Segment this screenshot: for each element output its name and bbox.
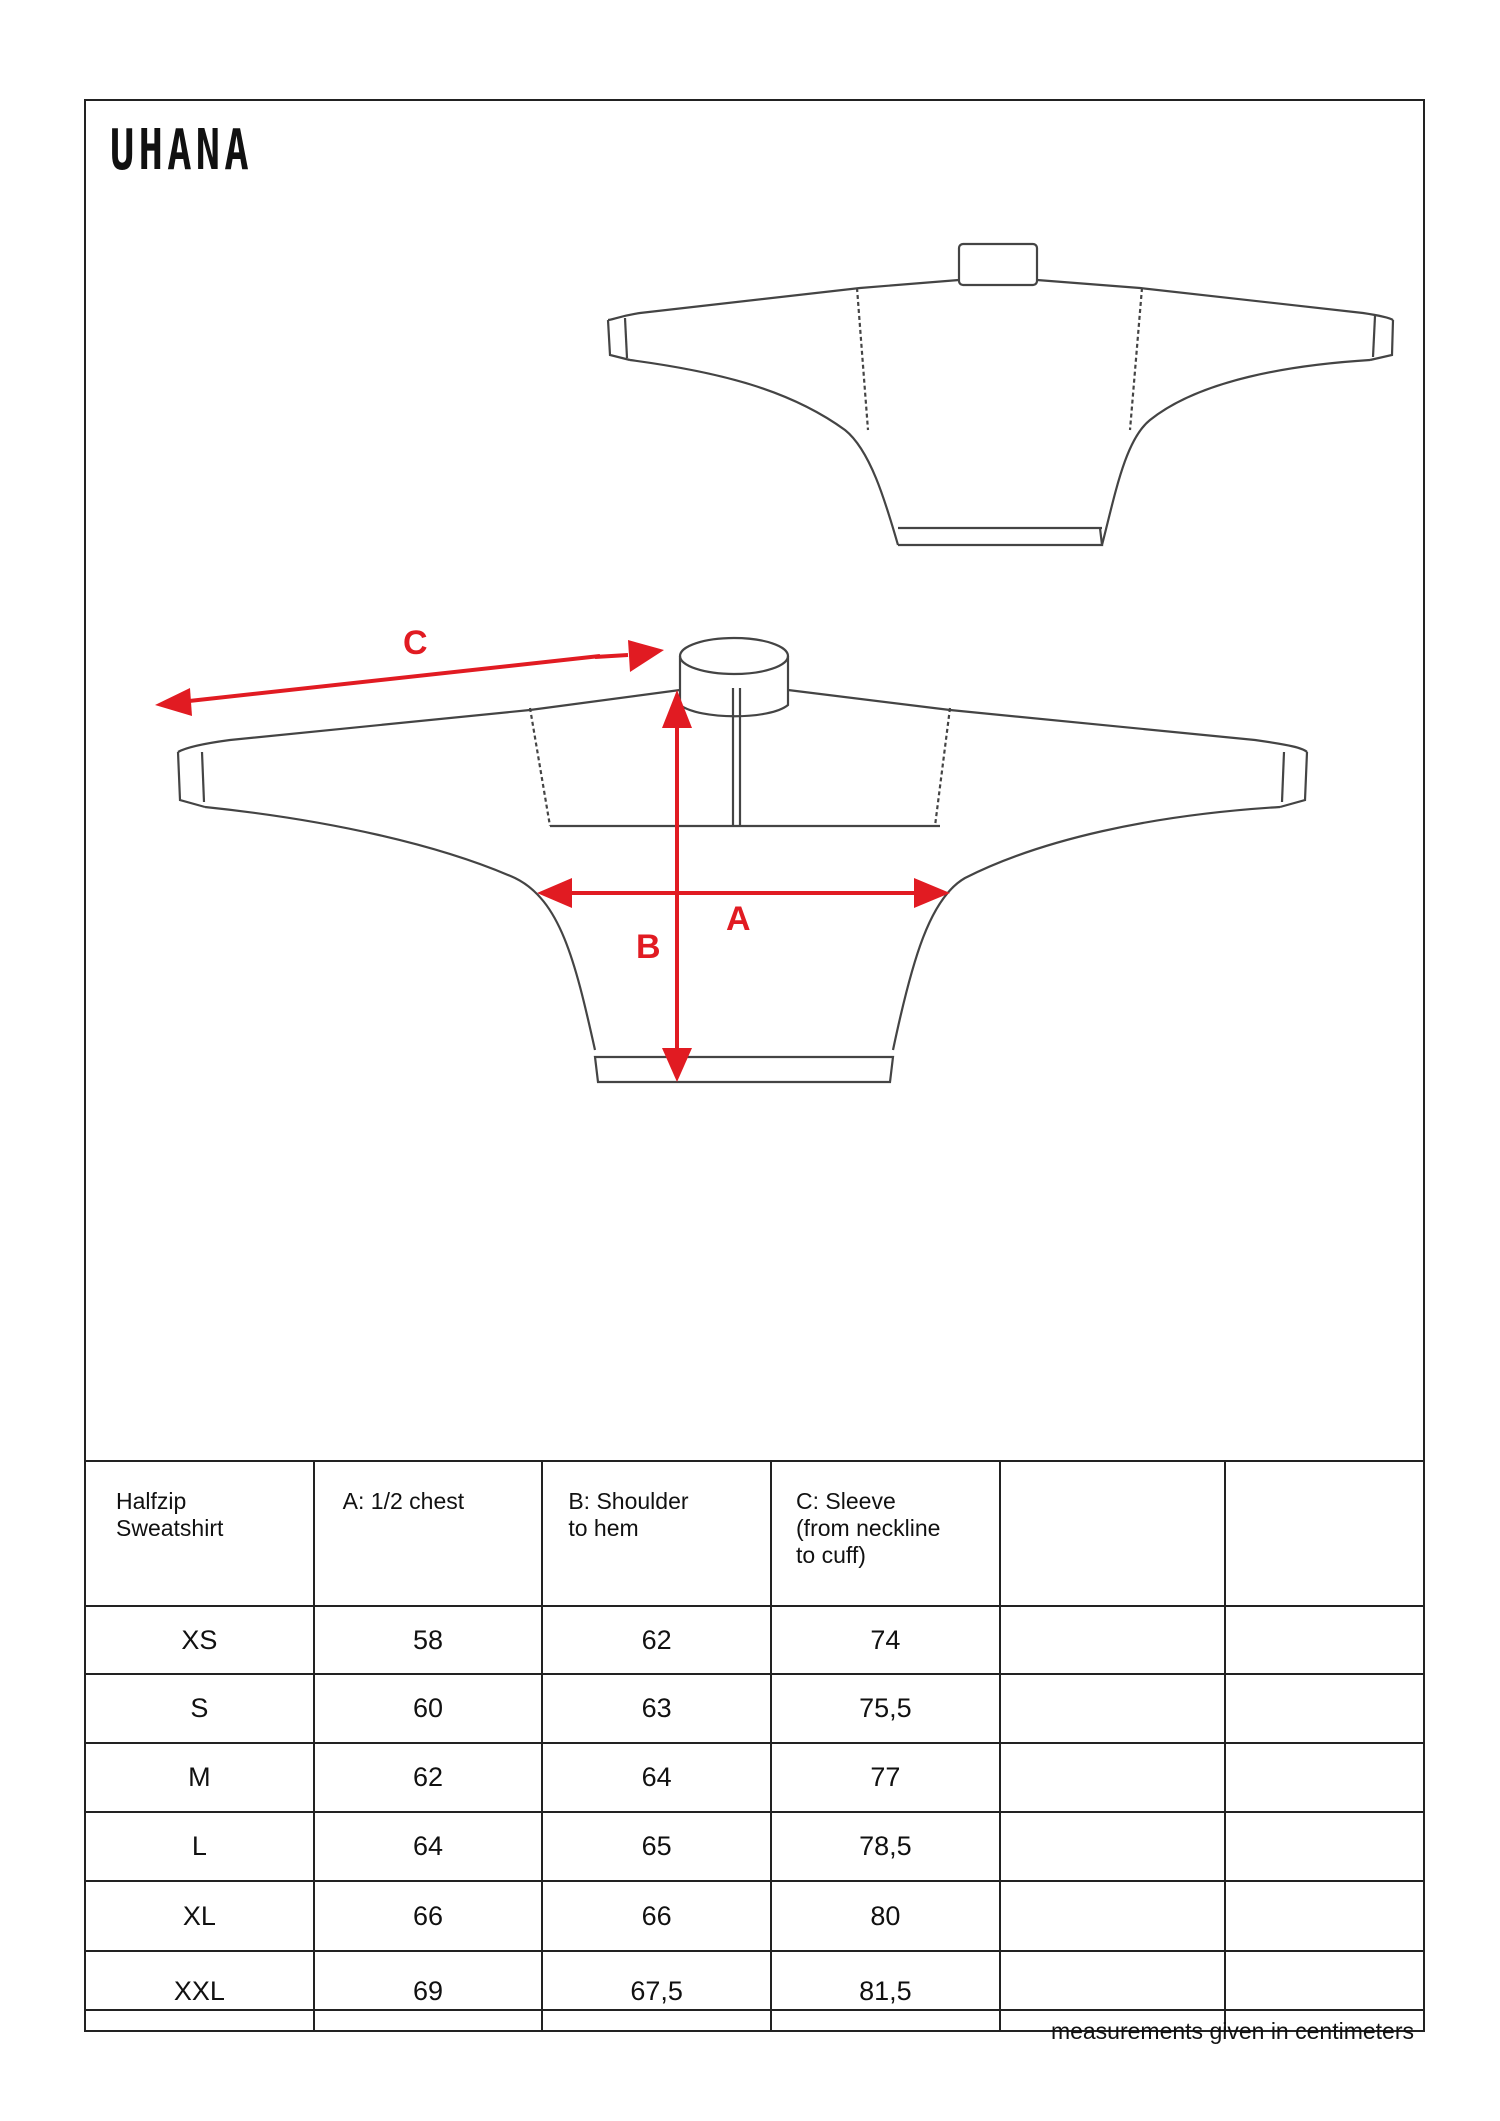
empty-cell bbox=[1225, 1881, 1424, 1951]
chest-cell: 58 bbox=[314, 1606, 543, 1674]
empty-cell bbox=[1000, 1812, 1226, 1881]
size-cell: XXL bbox=[85, 1951, 314, 2031]
back-view-sweatshirt bbox=[608, 244, 1393, 545]
empty-cell bbox=[1225, 1812, 1424, 1881]
sleeve-cell: 74 bbox=[771, 1606, 1000, 1674]
empty-cell bbox=[1000, 1881, 1226, 1951]
table-row bbox=[85, 1881, 1424, 1951]
shoulder-cell: 67,5 bbox=[542, 1951, 771, 2031]
chest-cell: 66 bbox=[314, 1881, 543, 1951]
brand-logo: UHANA bbox=[110, 118, 253, 183]
sleeve-cell: 81,5 bbox=[771, 1951, 1000, 2031]
chest-cell: 69 bbox=[314, 1951, 543, 2031]
table-row bbox=[85, 1812, 1424, 1881]
header-chest: A: 1/2 chest bbox=[314, 1461, 543, 1606]
table-row bbox=[85, 1743, 1424, 1812]
header-empty-2 bbox=[1225, 1461, 1424, 1606]
empty-cell bbox=[1000, 1674, 1226, 1743]
table-row bbox=[85, 1674, 1424, 1743]
shoulder-cell: 63 bbox=[542, 1674, 771, 1743]
size-cell: L bbox=[85, 1812, 314, 1881]
table-row bbox=[85, 1606, 1424, 1674]
header-sleeve: C: Sleeve (from neckline to cuff) bbox=[771, 1461, 1000, 1606]
chest-cell: 64 bbox=[314, 1812, 543, 1881]
header-shoulder: B: Shoulder to hem bbox=[542, 1461, 771, 1606]
label-c: C bbox=[403, 624, 428, 662]
label-a: A bbox=[726, 900, 751, 938]
measurement-arrow-b bbox=[662, 690, 692, 1082]
chest-cell: 62 bbox=[314, 1743, 543, 1812]
size-cell: S bbox=[85, 1674, 314, 1743]
empty-cell bbox=[1225, 1606, 1424, 1674]
label-b: B bbox=[636, 928, 661, 966]
empty-cell bbox=[1000, 1743, 1226, 1812]
size-cell: XS bbox=[85, 1606, 314, 1674]
table-header-row bbox=[85, 1461, 1424, 1606]
size-table bbox=[84, 1460, 1425, 2032]
sleeve-cell: 77 bbox=[771, 1743, 1000, 1812]
sleeve-cell: 80 bbox=[771, 1881, 1000, 1951]
size-cell: M bbox=[85, 1743, 314, 1812]
empty-cell bbox=[1000, 1606, 1226, 1674]
header-empty-1 bbox=[1000, 1461, 1226, 1606]
shoulder-cell: 66 bbox=[542, 1881, 771, 1951]
measurement-note: measurements given in centimeters bbox=[1050, 2018, 1414, 2044]
sleeve-cell: 78,5 bbox=[771, 1812, 1000, 1881]
chest-cell: 60 bbox=[314, 1674, 543, 1743]
shoulder-cell: 64 bbox=[542, 1743, 771, 1812]
empty-cell bbox=[1225, 1674, 1424, 1743]
size-cell: XL bbox=[85, 1881, 314, 1951]
shoulder-cell: 65 bbox=[542, 1812, 771, 1881]
empty-cell bbox=[1225, 1743, 1424, 1812]
sleeve-cell: 75,5 bbox=[771, 1674, 1000, 1743]
header-product: Halfzip Sweatshirt bbox=[85, 1461, 314, 1606]
shoulder-cell: 62 bbox=[542, 1606, 771, 1674]
front-view-sweatshirt bbox=[178, 638, 1307, 1082]
